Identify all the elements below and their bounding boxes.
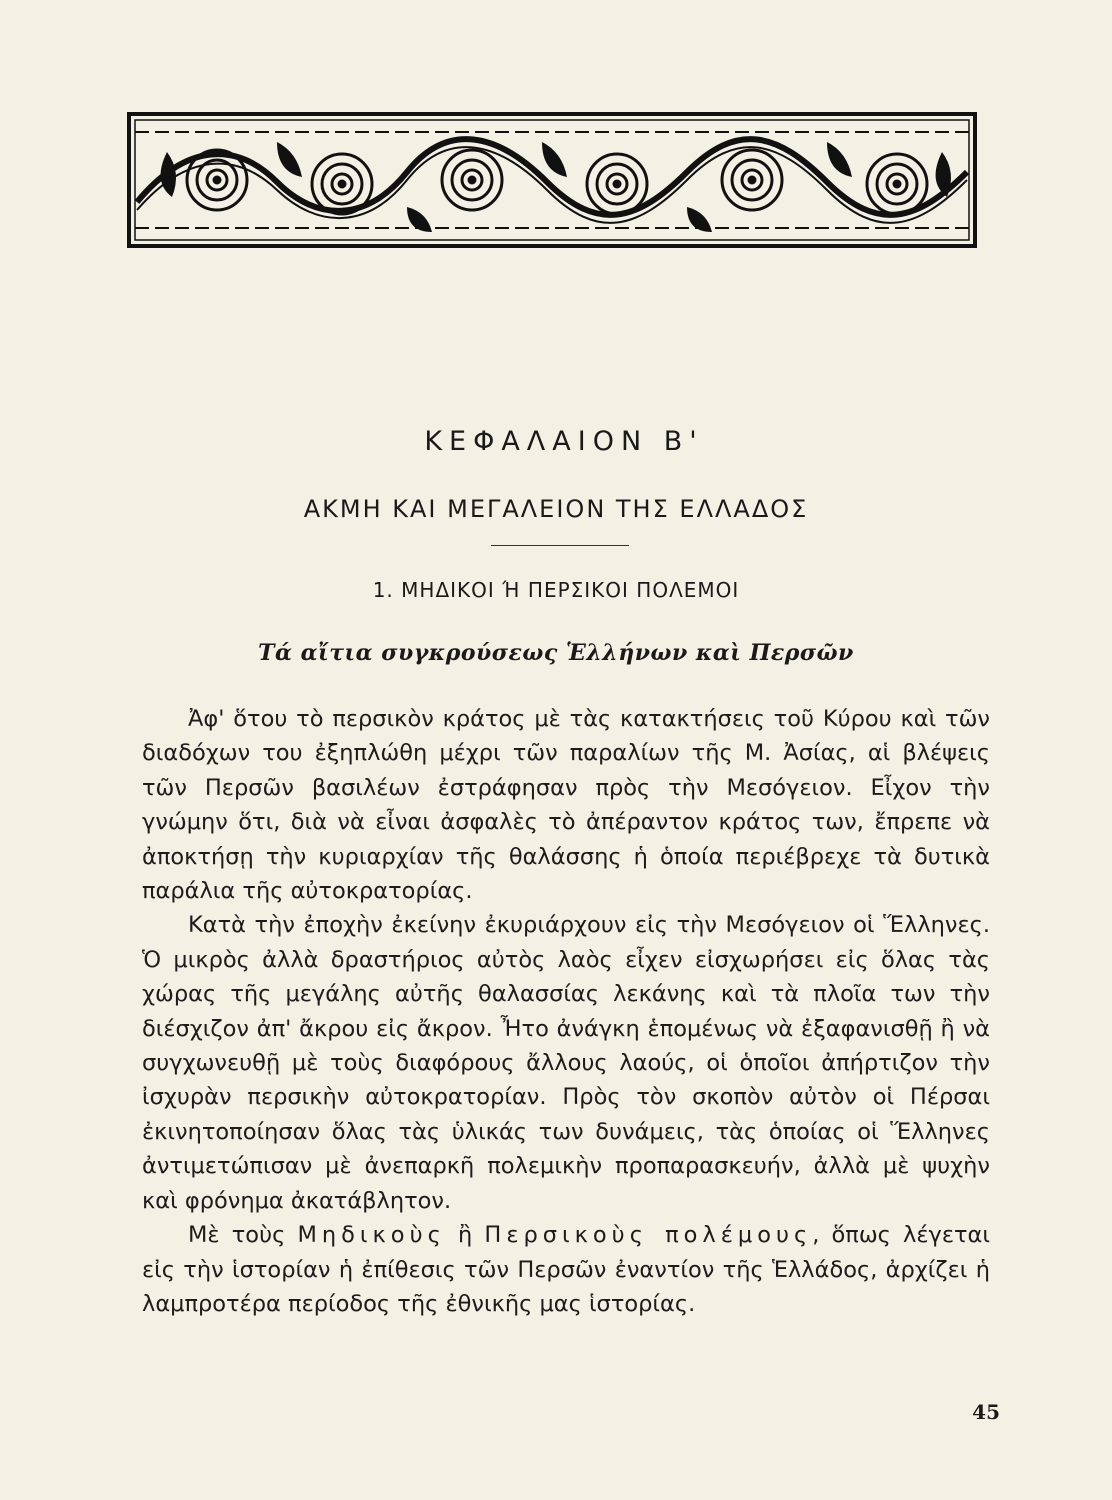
paragraph-3-start: Μὲ τοὺς	[188, 1222, 298, 1249]
spaced-term-persikous: Περσικοὺς πολέμους	[484, 1222, 813, 1249]
section-title: 1. ΜΗΔΙΚΟΙ Ή ΠΕΡΣΙΚΟΙ ΠΟΛΕΜΟΙ	[372, 578, 740, 602]
title-divider	[491, 545, 629, 546]
paragraph-3-mid: ἢ	[445, 1222, 485, 1249]
paragraph-2: Κατὰ τὴν ἐποχὴν ἐκείνην ἐκυριάρχουν εἰς τὴν Μεσόγειον οἱ Ἕλληνες. Ὁ μικρὸς ἀλλὰ δραστήριος αὐτὸς λαὸς εἶχεν εἰσχωρήσει εἰς ὅλας τὰς χώρας τῆς μεγάλης αὐτῆς θαλασσίας λεκάνης καὶ τὰ πλοῖα των τὴν διέσχιζον ἀπ' ἄκρου εἰς ἄκρον. Ἦτο ἀνάγκη ἑπομένως νὰ ἐξαφανισθῇ ἢ νὰ συγχωνευθῇ μὲ τοὺς διαφόρους ἄλλους λαούς, οἱ ὁποῖοι ἀπήρτιζον τὴν ἰσχυρὰν περσικὴν αὐτοκρατορίαν. Πρὸς τὸν σκοπὸν αὐτὸν οἱ Πέρσαι ἐκινητοποίησαν ὅλας τὰς ὑλικάς των δυνάμεις, τὰς ὁποίας οἱ Ἕλληνες ἀντιμετώπισαν μὲ ἀνεπαρκῆ πολεμικὴν προπαρασκευήν, ἀλλὰ μὲ ψυχὴν καὶ φρόνημα ἀκατάβλητον.	[142, 912, 990, 1214]
paragraph-1: Ἀφ' ὅτου τὸ περσικὸν κράτος μὲ τὰς κατακτήσεις τοῦ Κύρου καὶ τῶν διαδόχων του ἐξηπλώθη μέχρι τῶν παραλίων τῆς Μ. Ἀσίας, αἱ βλέψεις τῶν Περσῶν βασιλέων ἐστράφησαν πρὸς τὴν Μεσόγειον. Εἶχον τὴν γνώμην ὅτι, διὰ νὰ εἶναι ἀσφαλὲς τὸ ἀπέραντον κράτος των, ἔπρεπε νὰ ἀποκτήσῃ τὴν κυριαρχίαν τῆς θαλάσσης ἡ ὁποία περιέβρεχε τὰ δυτικὰ παράλια τῆς αὐτοκρατορίας.	[142, 706, 990, 905]
paragraph-3-end: , ὅπως λέγεται εἰς τὴν ἱστορίαν ἡ ἐπίθεσις τῶν Περσῶν ἐναντίον τῆς Ἑλλάδος, ἀρχίζει ἡ λαμπροτέρα περίοδος τῆς ἐθνικῆς μας ἱστορίας.	[142, 1222, 991, 1317]
chapter-label: ΚΕΦΑΛΑΙΟΝ Β'	[424, 426, 704, 457]
subheading: Τά αἴτια συγκρούσεως Ἑλλήνων καὶ Περσῶν	[258, 640, 854, 666]
chapter-title: ΑΚΜΗ ΚΑΙ ΜΕΓΑΛΕΙΟΝ ΤΗΣ ΕΛΛΑΔΟΣ	[303, 495, 809, 523]
body-text	[142, 702, 990, 1321]
decorative-ornament-banner	[127, 112, 977, 248]
spaced-term-medikous: Μηδικοὺς	[297, 1222, 446, 1249]
paragraph-3	[142, 1218, 990, 1321]
page-number: 45	[972, 1400, 1000, 1424]
